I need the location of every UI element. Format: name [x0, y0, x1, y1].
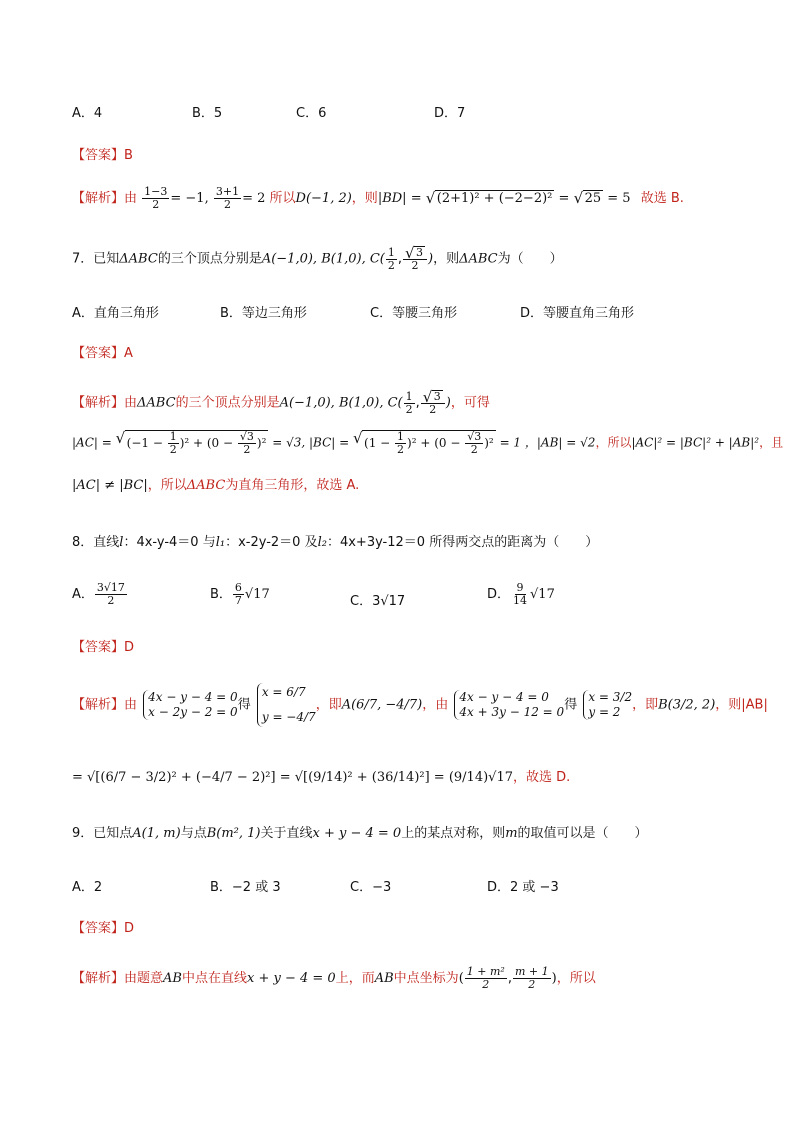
numerator: m + 1: [514, 965, 549, 978]
math-text: =: [410, 191, 422, 207]
analysis-text: ，则|AB|: [715, 697, 768, 713]
q9-stem: [72, 826, 648, 842]
math-text: AB: [163, 971, 182, 987]
q7-analysis-line1: 【解析】由ΔABC的三个顶点分别是A(−1,0), B(1,0), C( $\frac{1}{2}$ , √ $\frac{3}{2}$ )，可得: [72, 390, 490, 416]
fraction: [513, 966, 551, 991]
q6-option-b: B．5: [192, 106, 223, 121]
equation: x − 2y − 2 = 0: [148, 705, 238, 719]
math-text: B(3/2, 2): [658, 697, 716, 713]
solution-system: [257, 683, 316, 727]
radicand: (2+1)² + (−2−2)²: [436, 191, 553, 207]
option-label: B．: [210, 587, 232, 603]
analysis-text: 得: [564, 697, 578, 713]
numerator: 1 + m²: [466, 965, 505, 978]
radicand: 25: [584, 191, 602, 207]
analysis-text: ，且: [759, 435, 784, 450]
analysis-text: 由题意: [124, 971, 164, 987]
math-text: ): [445, 395, 451, 411]
math-text: x + y − 4 = 0: [247, 971, 336, 987]
denominator: 14: [513, 594, 528, 608]
math-text: ΔABC: [119, 251, 158, 267]
q6-analysis: [72, 186, 684, 211]
q7-stem: 7．已知ΔABC的三个顶点分别是A(−1,0), B(1,0), C( $\frac{1}{2}$ , √ $\frac{3}{2}$ )，则ΔABC为（ ）: [72, 246, 563, 272]
analysis-text: ，即: [632, 697, 659, 713]
analysis-text: 得: [237, 697, 251, 713]
fraction: [404, 391, 415, 416]
analysis-text: ，所以: [147, 478, 187, 493]
fraction: [403, 246, 427, 272]
denominator: 2: [397, 443, 405, 457]
q9-option-d: D．2 或 −3: [487, 880, 559, 895]
numerator: √3: [467, 430, 482, 443]
analysis-text: ，所以: [556, 971, 596, 987]
q6-option-a: A．4: [72, 106, 103, 121]
math-text: ΔABC: [137, 395, 176, 411]
numerator: [421, 390, 445, 404]
q8-option-d: [487, 582, 555, 607]
analysis-text: 为直角三角形，故选 A.: [225, 478, 360, 493]
question-text: 9．已知点: [72, 826, 133, 841]
sqrt: [116, 430, 269, 456]
analysis-text: 中点在直线: [181, 971, 247, 987]
question-text: ：x-2y-2＝0 及: [225, 535, 318, 550]
solution-system: [583, 690, 632, 720]
denominator: 2: [405, 402, 413, 416]
answer-tag: 【答案】: [72, 921, 125, 936]
q8-option-a: [72, 582, 128, 607]
numerator: 1: [387, 245, 395, 259]
analysis-text: ，可得: [450, 395, 490, 411]
math-text: ΔABC: [459, 251, 498, 267]
analysis-text: ，所以: [595, 435, 632, 450]
denominator: 7: [234, 594, 242, 608]
math-text: = −1,: [170, 191, 209, 207]
equation-system: [143, 690, 238, 720]
math-text: B(m², 1): [206, 826, 261, 841]
denominator: 2: [411, 259, 419, 273]
math-text: |AC| =: [72, 435, 112, 450]
equation: x = 6/7: [261, 685, 306, 699]
equation: y = 2: [588, 705, 621, 719]
math-text: =: [558, 191, 570, 207]
math-text: )² + (0 −: [179, 436, 237, 451]
question-text: ：4x+3y-12＝0 所得两交点的距离为（ ）: [326, 535, 599, 550]
numerator: √3: [239, 430, 254, 443]
analysis-text: 上，而: [335, 971, 375, 987]
q9-option-b: B．−2 或 3: [210, 880, 281, 895]
q9-analysis: 【解析】由题意AB中点在直线x + y − 4 = 0上，而AB中点坐标为( $\frac{\text{1 + m²}}{2}$ , $\frac{m + 1}{2}$ )，所以: [72, 965, 596, 992]
analysis-text: ，即: [315, 697, 342, 713]
q8-stem: [72, 535, 598, 551]
analysis-tag: 【解析】: [72, 971, 125, 987]
math-text: (: [458, 971, 464, 987]
q8-analysis-line2: [72, 770, 570, 786]
fraction: [465, 966, 507, 991]
denominator: 2: [482, 978, 490, 992]
fraction: [395, 431, 406, 456]
radicand: 3: [433, 390, 441, 403]
analysis-tag: 【解析】: [72, 395, 125, 411]
equation: 4x + 3y − 12 = 0: [459, 705, 565, 719]
numerator: 3√17: [96, 581, 125, 594]
denominator: 2: [470, 443, 478, 457]
math-text: ): [551, 971, 557, 987]
q7-analysis-line2: [72, 430, 783, 456]
equation-system: [454, 690, 564, 720]
q9-answer: [72, 921, 134, 937]
q8-analysis-line1: [72, 683, 768, 727]
q9-option-a: A．2: [72, 880, 103, 895]
denominator: 2: [429, 403, 437, 417]
analysis-text: 所以: [269, 191, 296, 207]
math-text: A(6/7, −4/7): [341, 697, 423, 713]
answer-value: D: [124, 640, 135, 655]
math-text: )²: [256, 436, 267, 451]
analysis-text: ，故选 D.: [513, 770, 571, 785]
q7-option-c: C．等腰三角形: [370, 306, 458, 321]
numerator: 1: [397, 430, 405, 443]
math-text: √17: [244, 587, 270, 603]
analysis-tag: 【解析】: [72, 697, 125, 713]
answer-value: A: [124, 346, 133, 361]
question-text: 与点: [180, 826, 207, 841]
math-text: x + y − 4 = 0: [312, 826, 402, 841]
analysis-tag: 【解析】: [72, 191, 125, 207]
numerator: 1: [169, 430, 177, 443]
fraction: [238, 431, 256, 456]
analysis-text: 中点坐标为: [393, 971, 459, 987]
numerator: 9: [516, 581, 524, 594]
q7-option-d: D．等腰直角三角形: [520, 306, 635, 321]
question-text: 的三个顶点分别是: [157, 251, 262, 267]
math-text: (1 −: [364, 436, 395, 451]
question-text: 8．直线: [72, 535, 120, 550]
math-text: D(−1, 2): [295, 191, 352, 207]
denominator: 2: [223, 198, 231, 212]
numerator: 3+1: [215, 185, 240, 198]
fraction: [95, 582, 127, 607]
analysis-text: ，由: [422, 697, 449, 713]
question-text: 7．已知: [72, 251, 120, 267]
answer-value: B: [124, 148, 133, 163]
fraction: [465, 431, 483, 456]
equation: x = 3/2: [588, 690, 633, 704]
q6-option-d: D．7: [434, 106, 466, 121]
radicand: 3: [246, 430, 254, 443]
math-text: ΔABC: [186, 478, 226, 493]
q8-option-c: C．3√17: [350, 594, 406, 609]
numerator: 6: [234, 581, 242, 594]
equation: y = −4/7: [261, 710, 316, 724]
math-text: m: [505, 826, 518, 841]
q9-option-c: C．−3: [350, 880, 392, 895]
analysis-text: 故选 B.: [640, 191, 684, 207]
q7-option-b: B．等边三角形: [220, 306, 307, 321]
q7-analysis-line3: [72, 478, 359, 494]
analysis-text: 的三个顶点分别是: [175, 395, 280, 411]
fraction: [511, 582, 529, 607]
radicand: 3: [416, 246, 423, 259]
math-text: = √[(6/7 − 3/2)² + (−4/7 − 2)²] = √[(9/14)² + (36/14)²] = (9/14)√17: [72, 770, 513, 785]
sqrt: [405, 246, 425, 259]
math-text: |AC|² = |BC|² + |AB|²: [631, 435, 760, 450]
question-text: 为（ ）: [497, 251, 563, 267]
fraction: [386, 247, 397, 272]
question-text: 关于直线: [260, 826, 313, 841]
equation: 4x − y − 4 = 0: [459, 690, 549, 704]
denominator: 2: [387, 258, 395, 272]
math-text: ): [428, 251, 434, 267]
q8-answer: [72, 640, 134, 656]
math-text: A(−1,0), B(1,0), C(: [279, 395, 403, 411]
math-text: = 2: [242, 191, 266, 207]
sqrt: [426, 190, 555, 207]
math-text: |AC| ≠ |BC|: [72, 478, 148, 493]
q6-option-c: C．6: [296, 106, 327, 121]
sqrt: [353, 430, 496, 456]
math-text: )²: [484, 436, 494, 451]
sqrt: [574, 190, 604, 207]
fraction: [233, 582, 244, 607]
q7-option-a: A．直角三角形: [72, 306, 159, 321]
denominator: 2: [243, 443, 251, 457]
fraction: [168, 431, 179, 456]
math-text: √17: [530, 587, 555, 603]
question-text: ：4x-y-4＝0 与: [123, 535, 216, 550]
fraction: [421, 390, 445, 416]
math-text: (−1 −: [126, 436, 167, 451]
denominator: 2: [169, 443, 177, 457]
sqrt: [423, 390, 443, 403]
math-text: = √3, |BC| =: [272, 435, 350, 450]
equation: 4x − y − 4 = 0: [148, 690, 238, 704]
answer-tag: 【答案】: [72, 148, 125, 163]
q8-option-b: [210, 582, 270, 607]
analysis-text: ，则: [351, 191, 378, 207]
analysis-text: 由: [124, 191, 138, 207]
radicand: 3: [474, 430, 482, 443]
denominator: 2: [152, 198, 160, 212]
q7-answer: [72, 346, 133, 362]
option-label: D．: [487, 587, 511, 603]
question-text: ，则: [433, 251, 460, 267]
numerator: 1−3: [144, 185, 168, 198]
radicand: [125, 430, 269, 456]
answer-value: D: [124, 921, 135, 936]
denominator: 2: [107, 594, 115, 608]
analysis-text: 由: [124, 395, 138, 411]
math-text: = 5: [607, 191, 631, 207]
answer-tag: 【答案】: [72, 640, 125, 655]
math-text: )² + (0 −: [407, 436, 465, 451]
math-text: A(1, m): [132, 826, 181, 841]
fraction: [214, 186, 241, 211]
math-text: AB: [374, 971, 394, 987]
question-text: 的取值可以是（ ）: [517, 826, 648, 841]
math-text: l₁: [215, 535, 226, 550]
math-text: |BD|: [377, 191, 407, 207]
answer-tag: 【答案】: [72, 346, 125, 361]
numerator: 1: [405, 389, 413, 403]
analysis-text: 由: [124, 697, 138, 713]
fraction: [142, 186, 169, 211]
option-label: A．: [72, 587, 94, 603]
math-text: = 1 ，: [499, 435, 537, 450]
math-text: l: [119, 535, 124, 550]
numerator: [403, 246, 427, 260]
math-text: A(−1,0), B(1,0), C(: [261, 251, 385, 267]
question-text: 上的某点对称，则: [401, 826, 506, 841]
math-text: l₂: [317, 535, 327, 550]
radicand: [362, 430, 496, 456]
denominator: 2: [528, 978, 536, 992]
math-text: |AB| = √2: [536, 435, 596, 450]
q6-answer: [72, 148, 133, 164]
